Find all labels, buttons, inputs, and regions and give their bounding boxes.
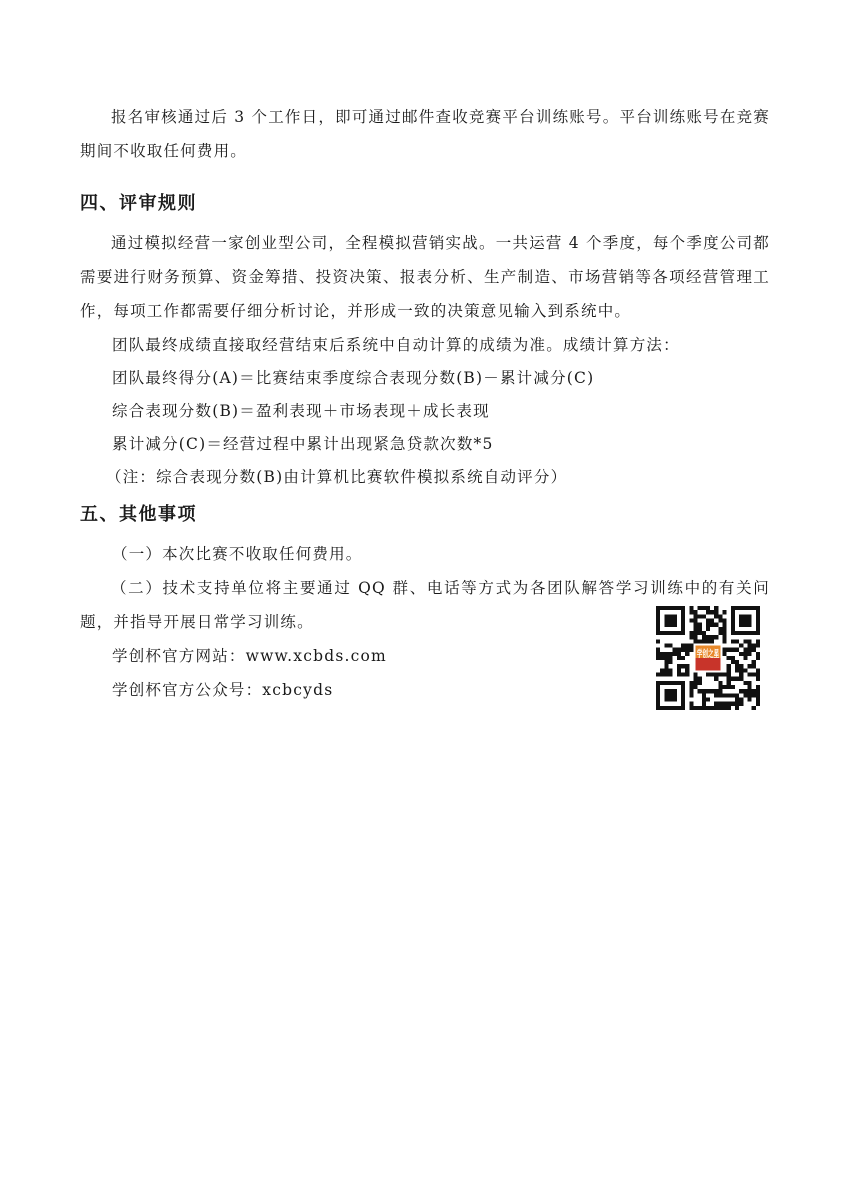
scoring-note: （注：综合表现分数(B)由计算机比赛软件模拟系统自动评分） [106, 468, 568, 486]
qr-code-image [656, 606, 760, 710]
section-heading-review-rules: 四、评审规则 [80, 193, 197, 214]
other-item-1: （一）本次比赛不收取任何费用。 [112, 545, 363, 563]
official-website-line: 学创杯官方网站：www.xcbds.com [112, 647, 387, 665]
registration-paragraph: 报名审核通过后 3 个工作日，即可通过邮件查收竞赛平台训练账号。平台训练账号在竞赛期间不收取任何费用。 [80, 108, 770, 160]
formula-final-score: 团队最终得分(A)＝比赛结束季度综合表现分数(B)－累计减分(C) [112, 369, 595, 387]
other-item-2: （二）技术支持单位将主要通过 QQ 群、电话等方式为各团队解答学习训练中的有关问题，并指导开展日常学习训练。 [80, 579, 770, 631]
section-heading-other-matters: 五、其他事项 [80, 504, 197, 525]
formula-performance-score: 综合表现分数(B)＝盈利表现＋市场表现＋成长表现 [112, 402, 490, 420]
formula-deduction: 累计减分(C)＝经营过程中累计出现紧急贷款次数*5 [112, 435, 494, 453]
review-rules-paragraph: 通过模拟经营一家创业型公司，全程模拟营销实战。一共运营 4 个季度，每个季度公司都需要进行财务预算、资金筹措、投资决策、报表分析、生产制造、市场营销等各项经营管理工作，每项工作都需要仔细分析讨论，并形成一致的决策意见输入到系统中。 [80, 234, 770, 320]
official-wechat-line: 学创杯官方公众号：xcbcyds [112, 681, 334, 699]
score-method-line: 团队最终成绩直接取经营结束后系统中自动计算的成绩为准。成绩计算方法： [112, 336, 680, 354]
qr-logo-text: 学创之星 [696, 648, 735, 660]
